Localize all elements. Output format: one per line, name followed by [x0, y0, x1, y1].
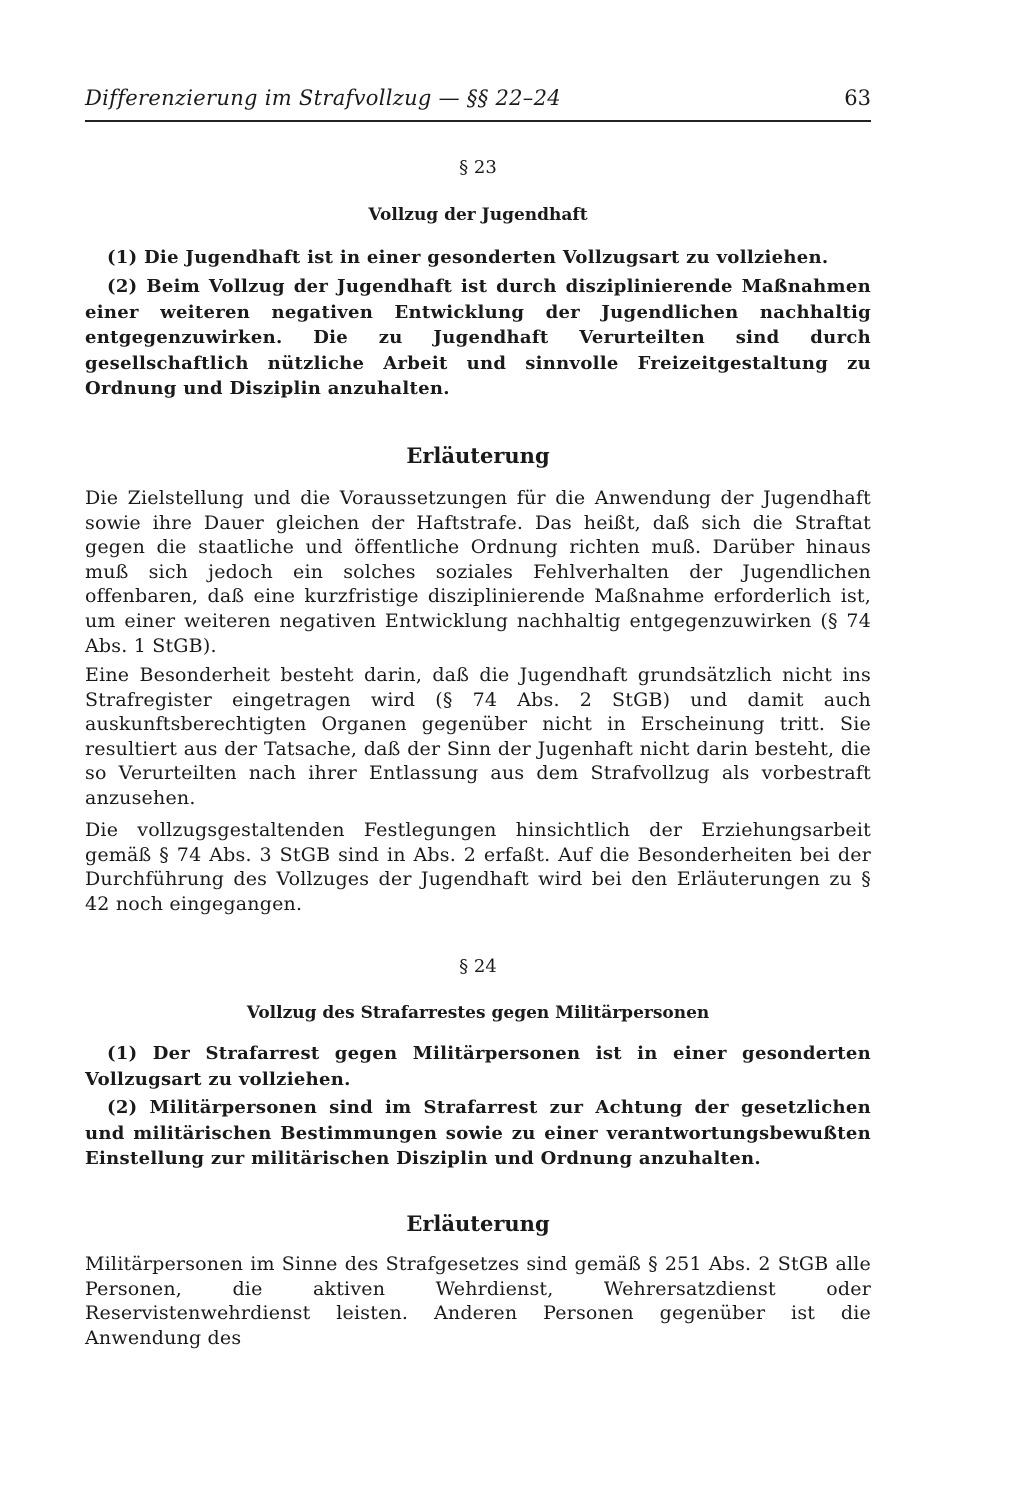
section-23-number: § 23 [459, 157, 497, 178]
explanation-23-paragraph-3: Die vollzugsgestaltenden Festlegungen hinsichtlich der Erziehungsarbeit gemäß § 74 Abs. 3 StGB sind in Abs. 2 erfaßt. Auf die Besonderheiten bei der Durchführung des Vollzuges der Jugendhaft wird bei den Erläuterungen zu § 42 noch eingegangen. [85, 819, 871, 915]
header-title: Differenzierung im Strafvollzug — §§ 22–24 [85, 86, 561, 110]
explanation-24-paragraph-1: Militärpersonen im Sinne des Strafgesetzes sind gemäß § 251 Abs. 2 StGB alle Personen, die aktiven Wehrdienst, Wehrersatzdienst oder Reservistenwehrdienst leisten. Anderen Personen gegenüber ist die Anwendung des [85, 1253, 871, 1349]
running-header [85, 80, 871, 122]
section-24-title: Vollzug des Strafarrestes gegen Militärpersonen [246, 1003, 710, 1023]
explanation-23-heading: Erläuterung [406, 443, 550, 468]
section-24-paragraph-2: (2) Militärpersonen sind im Strafarrest zur Achtung der gesetzlichen und militärischen Bestimmungen sowie zu einer verantwortungsbewußten Einstellung zur militärischen Disziplin und Ordnung anzuhalten. [85, 1097, 871, 1169]
explanation-23-paragraph-1: Die Zielstellung und die Voraussetzungen für die Anwendung der Jugendhaft sowie ihre Dauer gleichen der Haftstrafe. Das heißt, daß sich die Straftat gegen die staatliche und öffentliche Ordnung richten muß. Darüber hinaus muß sich jedoch ein solches soziales Fehlverhalten der Jugendlichen offenbaren, daß eine kurzfristige disziplinierende Maßnahme erforderlich ist, um einer weiteren negativen Entwicklung nachhaltig entgegenzuwirken (§ 74 Abs. 1 StGB). [85, 487, 871, 657]
section-23-paragraph-1: (1) Die Jugendhaft ist in einer gesonderten Vollzugsart zu vollziehen. [107, 247, 829, 268]
section-24-paragraph-1: (1) Der Strafarrest gegen Militärpersonen ist in einer gesonderten Vollzugsart zu vollziehen. [85, 1043, 871, 1090]
section-24-number: § 24 [459, 956, 497, 977]
explanation-24-heading: Erläuterung [406, 1211, 550, 1236]
explanation-23-paragraph-2: Eine Besonderheit besteht darin, daß die Jugendhaft grundsätzlich nicht ins Strafregister eingetragen wird (§ 74 Abs. 2 StGB) und damit auch auskunftsberechtigten Organen gegenüber nicht in Erscheinung tritt. Sie resultiert aus der Tatsache, daß der Sinn der Jugenhaft nicht darin besteht, die so Verurteilten nach ihrer Entlassung aus dem Strafvollzug als vorbestraft anzusehen. [85, 664, 871, 809]
section-23-paragraph-2: (2) Beim Vollzug der Jugendhaft ist durch disziplinierende Maßnahmen einer weiteren negativen Entwicklung der Jugendlichen nachhaltig entgegenzuwirken. Die zu Jugendhaft Verurteilten sind durch gesellschaftlich nützliche Arbeit und sinnvolle Freizeitgestaltung zu Ordnung und Disziplin anzuhalten. [85, 276, 871, 399]
page-number: 63 [844, 86, 871, 110]
section-23-title: Vollzug der Jugendhaft [368, 205, 588, 225]
